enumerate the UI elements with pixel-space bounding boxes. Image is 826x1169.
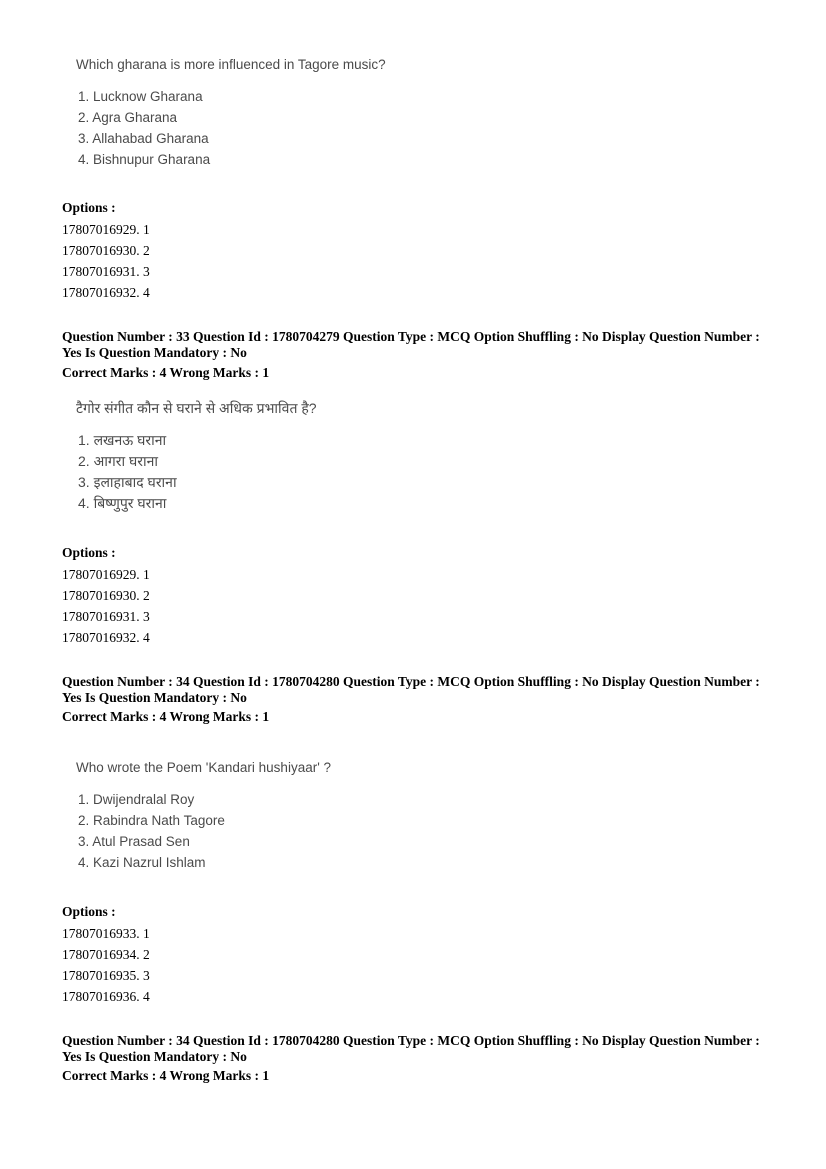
choice-item: 3. Allahabad Gharana: [78, 131, 209, 146]
choice-item: 1. लखनऊ घराना: [78, 432, 167, 448]
choice-item: 3. इलाहाबाद घराना: [78, 474, 177, 490]
choice-item: 1. Lucknow Gharana: [78, 89, 203, 104]
options-list: [62, 219, 150, 303]
choice-item: 4. Kazi Nazrul Ishlam: [78, 855, 206, 870]
option-item: 17807016934. 2: [62, 947, 150, 962]
choice-list: [76, 430, 496, 514]
question-image-32-english: [76, 57, 496, 170]
option-item: 17807016935. 3: [62, 968, 150, 983]
options-list: [62, 564, 150, 648]
option-item: 17807016933. 1: [62, 926, 150, 941]
question-marks-34: Correct Marks : 4 Wrong Marks : 1: [62, 709, 270, 724]
choice-list: [76, 86, 496, 170]
question-text: Which gharana is more influenced in Tagore music?: [76, 57, 386, 72]
choice-item: 4. Bishnupur Gharana: [78, 152, 211, 167]
question-text: Who wrote the Poem 'Kandari hushiyaar' ?: [76, 760, 332, 775]
option-item: 17807016930. 2: [62, 243, 150, 258]
option-item: 17807016931. 3: [62, 264, 150, 279]
option-item: 17807016931. 3: [62, 609, 150, 624]
question-meta-34: Question Number : 34 Question Id : 1780704280 Question Type : MCQ Option Shuffling : No Display Question Number : Yes Is Question Mandatory : No: [62, 674, 760, 705]
question-meta-34-repeat: Question Number : 34 Question Id : 1780704280 Question Type : MCQ Option Shuffling : No Display Question Number : Yes Is Question Mandatory : No: [62, 1033, 760, 1064]
question-marks-33: Correct Marks : 4 Wrong Marks : 1: [62, 365, 270, 380]
choice-item: 2. आगरा घराना: [78, 453, 159, 469]
question-text: टैगोर संगीत कौन से घराने से अधिक प्रभावित है?: [76, 400, 317, 416]
option-item: 17807016929. 1: [62, 222, 150, 237]
question-image-34-english: [76, 760, 496, 873]
options-label: Options :: [62, 545, 116, 560]
choice-item: 3. Atul Prasad Sen: [78, 834, 190, 849]
option-item: 17807016936. 4: [62, 989, 150, 1004]
option-item: 17807016930. 2: [62, 588, 150, 603]
choice-item: 2. Agra Gharana: [78, 110, 178, 125]
option-item: 17807016932. 4: [62, 285, 150, 300]
options-label: Options :: [62, 200, 116, 215]
choice-item: 2. Rabindra Nath Tagore: [78, 813, 225, 828]
question-marks-34-repeat: Correct Marks : 4 Wrong Marks : 1: [62, 1068, 270, 1083]
options-label: Options :: [62, 904, 116, 919]
options-list: [62, 923, 150, 1007]
question-image-33-hindi: [76, 399, 496, 514]
choice-item: 4. बिष्णुपुर घराना: [78, 495, 167, 511]
question-meta-33: Question Number : 33 Question Id : 1780704279 Question Type : MCQ Option Shuffling : No Display Question Number : Yes Is Question Mandatory : No: [62, 329, 760, 360]
option-item: 17807016932. 4: [62, 630, 150, 645]
option-item: 17807016929. 1: [62, 567, 150, 582]
choice-list: [76, 789, 496, 873]
choice-item: 1. Dwijendralal Roy: [78, 792, 195, 807]
